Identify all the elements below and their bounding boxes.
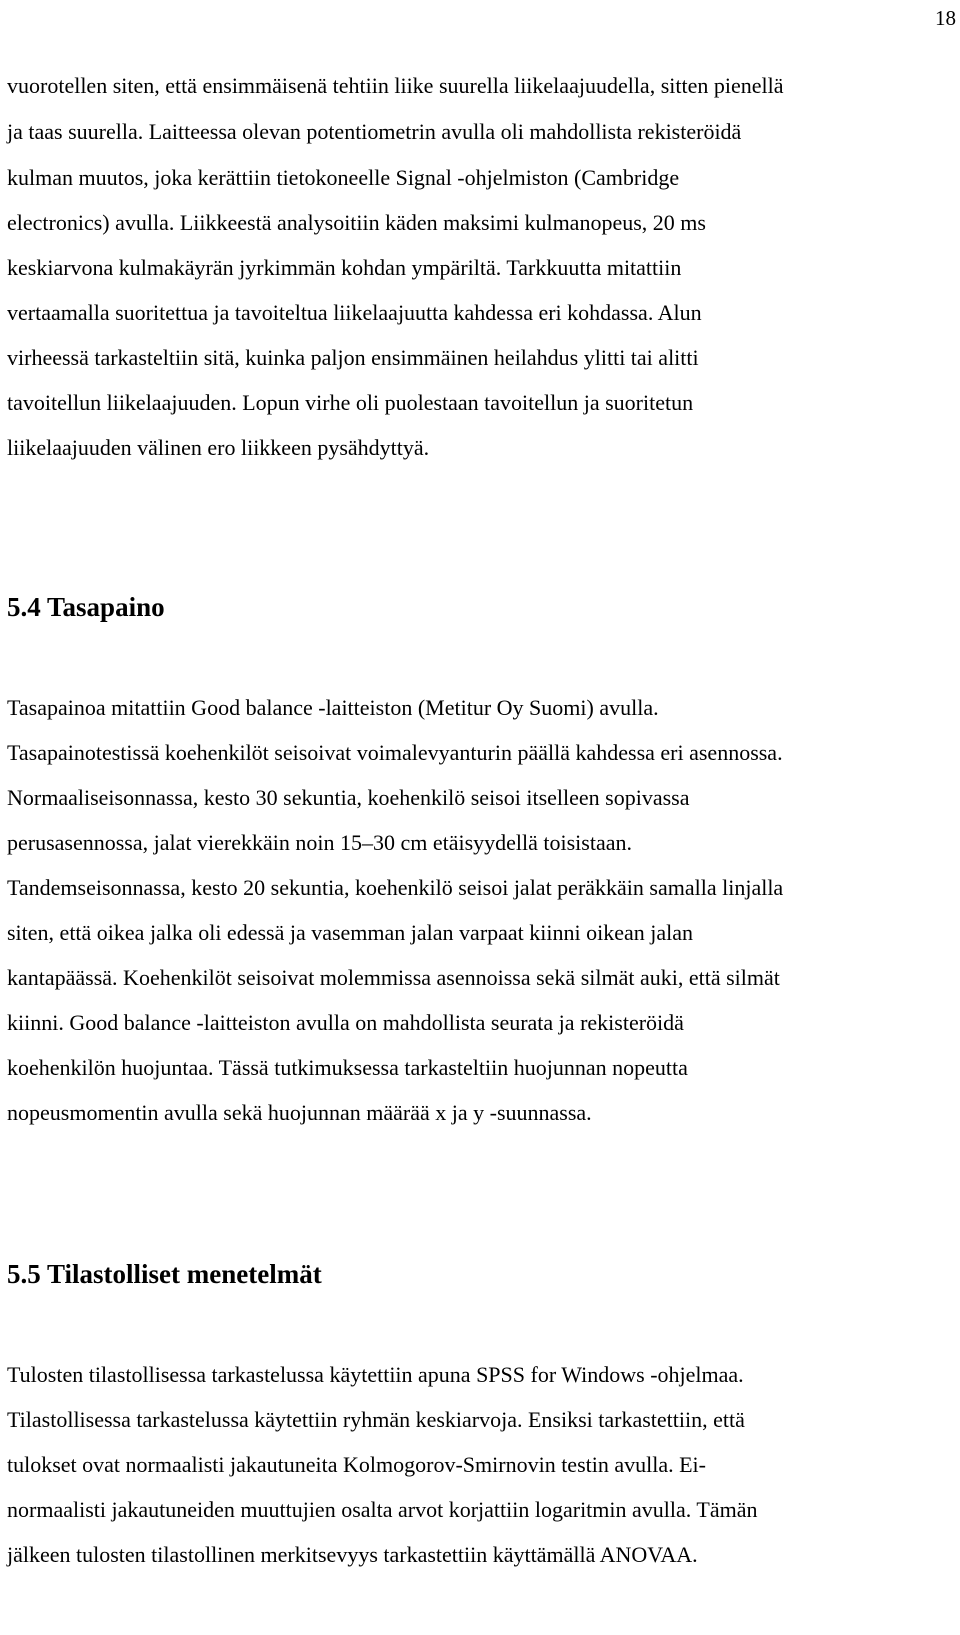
text-line: kulman muutos, joka kerättiin tietokoneelle Signal -ohjelmiston (Cambridge [7,165,680,190]
text-line: tavoitellun liikelaajuuden. Lopun virhe oli puolestaan tavoitellun ja suoritetun [7,390,694,415]
text-line: keskiarvona kulmakäyrän jyrkimmän kohdan ympäriltä. Tarkkuutta mitattiin [7,255,682,280]
text-line: virheessä tarkasteltiin sitä, kuinka paljon ensimmäinen heilahdus ylitti tai alitti [7,345,699,370]
text-line: nopeusmomentin avulla sekä huojunnan määrää x ja y -suunnassa. [7,1100,592,1125]
text-line: Tulosten tilastollisessa tarkastelussa käytettiin apuna SPSS for Windows -ohjelmaa. [7,1362,744,1387]
text-line: Tasapainotestissä koehenkilöt seisoivat voimalevyanturin päällä kahdessa eri asennossa. [7,740,783,765]
text-line: liikelaajuuden välinen ero liikkeen pysähdyttyä. [7,435,430,460]
text-line: jälkeen tulosten tilastollinen merkitsevyys tarkastettiin käyttämällä ANOVAA. [7,1542,698,1567]
page-number: 18 [935,6,956,30]
text-line: electronics) avulla. Liikkeestä analysoitiin käden maksimi kulmanopeus, 20 ms [7,210,706,235]
section-heading: 5.4 Tasapaino [7,592,165,622]
text-line: normaalisti jakautuneiden muuttujien osalta arvot korjattiin logaritmin avulla. Tämän [7,1497,758,1522]
text-line: ja taas suurella. Laitteessa olevan potentiometrin avulla oli mahdollista rekisteröidä [7,119,742,144]
text-line: Tasapainoa mitattiin Good balance -laitteiston (Metitur Oy Suomi) avulla. [7,695,659,720]
text-line: Tandemseisonnassa, kesto 20 sekuntia, koehenkilö seisoi jalat peräkkäin samalla linjalla [7,875,784,900]
text-line: perusasennossa, jalat vierekkäin noin 15–30 cm etäisyydellä toisistaan. [7,830,633,855]
text-line: kantapäässä. Koehenkilöt seisoivat molemmissa asennoissa sekä silmät auki, että silmät [7,965,780,990]
text-line: Normaaliseisonnassa, kesto 30 sekuntia, koehenkilö seisoi itselleen sopivassa [7,785,690,810]
text-line: kiinni. Good balance -laitteiston avulla on mahdollista seurata ja rekisteröidä [7,1010,684,1035]
section-heading: 5.5 Tilastolliset menetelmät [7,1259,322,1289]
text-line: tulokset ovat normaalisti jakautuneita Kolmogorov-Smirnovin testin avulla. Ei- [7,1452,706,1477]
text-line: siten, että oikea jalka oli edessä ja vasemman jalan varpaat kiinni oikean jalan [7,920,694,945]
text-line: Tilastollisessa tarkastelussa käytettiin ryhmän keskiarvoja. Ensiksi tarkastettiin, että [7,1407,745,1432]
text-line: vuorotellen siten, että ensimmäisenä tehtiin liike suurella liikelaajuudella, sitten pienellä [7,73,784,98]
text-line: koehenkilön huojuntaa. Tässä tutkimuksessa tarkasteltiin huojunnan nopeutta [7,1055,688,1080]
text-line: vertaamalla suoritettua ja tavoiteltua liikelaajuutta kahdessa eri kohdassa. Alun [7,300,702,325]
